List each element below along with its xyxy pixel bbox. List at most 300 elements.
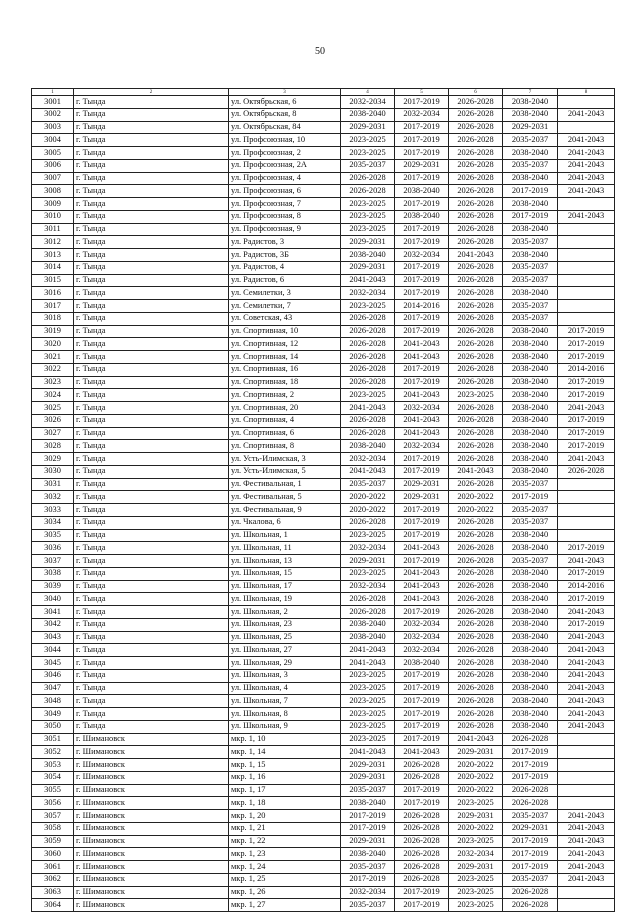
table-row bbox=[32, 848, 615, 861]
period-cell bbox=[558, 491, 615, 504]
period-cell: 2026-2028 bbox=[449, 606, 503, 619]
period-cell: 2026-2028 bbox=[449, 185, 503, 198]
period-cell: 2032-2034 bbox=[341, 886, 395, 899]
period-cell: 2038-2040 bbox=[503, 172, 558, 185]
address-cell: мкр. 1, 23 bbox=[229, 848, 341, 861]
town-cell: г. Тында bbox=[74, 465, 229, 478]
period-cell: 2017-2019 bbox=[395, 236, 449, 249]
period-cell: 2026-2028 bbox=[449, 440, 503, 453]
period-cell bbox=[558, 478, 615, 491]
period-cell: 2041-2043 bbox=[558, 644, 615, 657]
town-cell: г. Шимановск bbox=[74, 797, 229, 810]
period-cell: 2026-2028 bbox=[449, 363, 503, 376]
table-row bbox=[32, 121, 615, 134]
table-row bbox=[32, 414, 615, 427]
period-cell: 2017-2019 bbox=[395, 695, 449, 708]
period-cell: 2035-2037 bbox=[503, 300, 558, 313]
period-cell: 2041-2043 bbox=[558, 708, 615, 721]
table-row bbox=[32, 261, 615, 274]
row-number: 3004 bbox=[32, 134, 74, 147]
row-number: 3038 bbox=[32, 567, 74, 580]
row-number: 3042 bbox=[32, 618, 74, 631]
address-cell: ул. Школьная, 27 bbox=[229, 644, 341, 657]
column-header: 8 bbox=[558, 89, 615, 96]
period-cell: 2026-2028 bbox=[449, 414, 503, 427]
period-cell: 2038-2040 bbox=[503, 593, 558, 606]
address-cell: ул. Спортивная, 10 bbox=[229, 325, 341, 338]
address-cell: ул. Школьная, 19 bbox=[229, 593, 341, 606]
address-cell: ул. Школьная, 4 bbox=[229, 682, 341, 695]
period-cell: 2029-2031 bbox=[503, 822, 558, 835]
period-cell: 2023-2025 bbox=[341, 695, 395, 708]
period-cell: 2038-2040 bbox=[503, 465, 558, 478]
address-cell: ул. Школьная, 13 bbox=[229, 555, 341, 568]
period-cell: 2035-2037 bbox=[341, 784, 395, 797]
table-row bbox=[32, 682, 615, 695]
period-cell: 2026-2028 bbox=[449, 593, 503, 606]
town-cell: г. Тында bbox=[74, 159, 229, 172]
period-cell: 2026-2028 bbox=[341, 363, 395, 376]
period-cell: 2026-2028 bbox=[341, 427, 395, 440]
period-cell: 2017-2019 bbox=[395, 134, 449, 147]
period-cell bbox=[558, 771, 615, 784]
period-cell: 2029-2031 bbox=[449, 810, 503, 823]
period-cell: 2029-2031 bbox=[341, 555, 395, 568]
period-cell: 2017-2019 bbox=[395, 261, 449, 274]
period-cell: 2026-2028 bbox=[341, 516, 395, 529]
period-cell: 2014-2016 bbox=[558, 580, 615, 593]
period-cell: 2038-2040 bbox=[503, 657, 558, 670]
period-cell: 2041-2043 bbox=[449, 733, 503, 746]
row-number: 3040 bbox=[32, 593, 74, 606]
period-cell: 2035-2037 bbox=[341, 861, 395, 874]
table-row bbox=[32, 861, 615, 874]
row-number: 3024 bbox=[32, 389, 74, 402]
period-cell: 2026-2028 bbox=[449, 682, 503, 695]
period-cell: 2017-2019 bbox=[395, 784, 449, 797]
period-cell bbox=[558, 236, 615, 249]
address-cell: ул. Профсоюзная, 2А bbox=[229, 159, 341, 172]
address-cell: ул. Спортивная, 8 bbox=[229, 440, 341, 453]
period-cell: 2038-2040 bbox=[503, 198, 558, 211]
town-cell: г. Тында bbox=[74, 669, 229, 682]
period-cell: 2026-2028 bbox=[341, 338, 395, 351]
row-number: 3006 bbox=[32, 159, 74, 172]
town-cell: г. Тында bbox=[74, 121, 229, 134]
period-cell: 2017-2019 bbox=[558, 325, 615, 338]
period-cell: 2014-2016 bbox=[395, 300, 449, 313]
town-cell: г. Шимановск bbox=[74, 861, 229, 874]
period-cell: 2041-2043 bbox=[558, 669, 615, 682]
town-cell: г. Тында bbox=[74, 708, 229, 721]
table-row bbox=[32, 797, 615, 810]
period-cell: 2020-2022 bbox=[341, 491, 395, 504]
period-cell: 2032-2034 bbox=[395, 618, 449, 631]
town-cell: г. Шимановск bbox=[74, 886, 229, 899]
address-cell: ул. Спортивная, 12 bbox=[229, 338, 341, 351]
period-cell: 2017-2019 bbox=[558, 376, 615, 389]
address-cell: ул. Профсоюзная, 8 bbox=[229, 210, 341, 223]
period-cell: 2026-2028 bbox=[449, 580, 503, 593]
address-cell: ул. Октябрьская, 6 bbox=[229, 96, 341, 109]
period-cell: 2026-2028 bbox=[341, 351, 395, 364]
column-header: 1 bbox=[32, 89, 74, 96]
period-cell: 2026-2028 bbox=[449, 325, 503, 338]
period-cell: 2038-2040 bbox=[503, 529, 558, 542]
period-cell bbox=[558, 516, 615, 529]
period-cell: 2041-2043 bbox=[558, 720, 615, 733]
period-cell bbox=[558, 121, 615, 134]
period-cell: 2041-2043 bbox=[558, 402, 615, 415]
period-cell: 2023-2025 bbox=[341, 198, 395, 211]
town-cell: г. Тында bbox=[74, 325, 229, 338]
town-cell: г. Тында bbox=[74, 287, 229, 300]
period-cell: 2041-2043 bbox=[558, 873, 615, 886]
table-row bbox=[32, 453, 615, 466]
row-number: 3017 bbox=[32, 300, 74, 313]
town-cell: г. Шимановск bbox=[74, 899, 229, 912]
address-cell: ул. Фестивальная, 5 bbox=[229, 491, 341, 504]
period-cell: 2017-2019 bbox=[395, 669, 449, 682]
address-cell: мкр. 1, 25 bbox=[229, 873, 341, 886]
town-cell: г. Тында bbox=[74, 695, 229, 708]
period-cell: 2017-2019 bbox=[558, 414, 615, 427]
row-number: 3057 bbox=[32, 810, 74, 823]
period-cell: 2038-2040 bbox=[503, 108, 558, 121]
period-cell: 2029-2031 bbox=[449, 861, 503, 874]
period-cell: 2026-2028 bbox=[449, 669, 503, 682]
period-cell: 2041-2043 bbox=[558, 453, 615, 466]
column-number-row bbox=[32, 89, 615, 96]
period-cell: 2029-2031 bbox=[395, 491, 449, 504]
column-header: 2 bbox=[74, 89, 229, 96]
table-row bbox=[32, 325, 615, 338]
table-row bbox=[32, 708, 615, 721]
row-number: 3025 bbox=[32, 402, 74, 415]
table-row bbox=[32, 644, 615, 657]
row-number: 3063 bbox=[32, 886, 74, 899]
period-cell: 2038-2040 bbox=[503, 453, 558, 466]
town-cell: г. Тында bbox=[74, 720, 229, 733]
period-cell: 2038-2040 bbox=[395, 210, 449, 223]
town-cell: г. Тында bbox=[74, 542, 229, 555]
period-cell: 2035-2037 bbox=[503, 810, 558, 823]
period-cell: 2026-2028 bbox=[449, 159, 503, 172]
period-cell: 2035-2037 bbox=[503, 236, 558, 249]
address-cell: ул. Школьная, 15 bbox=[229, 567, 341, 580]
row-number: 3030 bbox=[32, 465, 74, 478]
town-cell: г. Тында bbox=[74, 338, 229, 351]
period-cell: 2017-2019 bbox=[395, 606, 449, 619]
period-cell: 2038-2040 bbox=[503, 427, 558, 440]
address-cell: ул. Школьная, 2 bbox=[229, 606, 341, 619]
period-cell: 2038-2040 bbox=[503, 440, 558, 453]
period-cell: 2038-2040 bbox=[503, 249, 558, 262]
period-cell: 2032-2034 bbox=[341, 542, 395, 555]
table-row bbox=[32, 287, 615, 300]
period-cell: 2041-2043 bbox=[395, 580, 449, 593]
period-cell: 2017-2019 bbox=[395, 555, 449, 568]
town-cell: г. Тында bbox=[74, 210, 229, 223]
period-cell: 2023-2025 bbox=[341, 134, 395, 147]
period-cell bbox=[558, 249, 615, 262]
address-cell: мкр. 1, 10 bbox=[229, 733, 341, 746]
period-cell: 2029-2031 bbox=[503, 121, 558, 134]
row-number: 3023 bbox=[32, 376, 74, 389]
period-cell: 2035-2037 bbox=[503, 504, 558, 517]
town-cell: г. Шимановск bbox=[74, 784, 229, 797]
table-row bbox=[32, 567, 615, 580]
period-cell: 2035-2037 bbox=[341, 478, 395, 491]
town-cell: г. Тында bbox=[74, 172, 229, 185]
period-cell: 2035-2037 bbox=[503, 516, 558, 529]
period-cell: 2026-2028 bbox=[341, 185, 395, 198]
table-row bbox=[32, 351, 615, 364]
period-cell: 2017-2019 bbox=[395, 121, 449, 134]
period-cell: 2017-2019 bbox=[395, 274, 449, 287]
town-cell: г. Тында bbox=[74, 249, 229, 262]
table-row bbox=[32, 147, 615, 160]
town-cell: г. Тында bbox=[74, 236, 229, 249]
period-cell: 2038-2040 bbox=[503, 376, 558, 389]
table-row bbox=[32, 427, 615, 440]
period-cell: 2026-2028 bbox=[341, 312, 395, 325]
period-cell: 2032-2034 bbox=[395, 249, 449, 262]
period-cell: 2041-2043 bbox=[558, 695, 615, 708]
period-cell: 2032-2034 bbox=[341, 287, 395, 300]
address-cell: ул. Школьная, 1 bbox=[229, 529, 341, 542]
town-cell: г. Тында bbox=[74, 261, 229, 274]
address-cell: ул. Школьная, 23 bbox=[229, 618, 341, 631]
period-cell: 2020-2022 bbox=[449, 491, 503, 504]
table-row bbox=[32, 657, 615, 670]
address-cell: мкр. 1, 22 bbox=[229, 835, 341, 848]
period-cell: 2038-2040 bbox=[503, 96, 558, 109]
period-cell: 2026-2028 bbox=[449, 223, 503, 236]
column-header: 7 bbox=[503, 89, 558, 96]
period-cell: 2038-2040 bbox=[395, 185, 449, 198]
address-cell: ул. Школьная, 8 bbox=[229, 708, 341, 721]
row-number: 3026 bbox=[32, 414, 74, 427]
period-cell: 2017-2019 bbox=[395, 312, 449, 325]
period-cell: 2026-2028 bbox=[395, 759, 449, 772]
row-number: 3045 bbox=[32, 657, 74, 670]
table-row bbox=[32, 491, 615, 504]
period-cell bbox=[558, 784, 615, 797]
address-cell: ул. Школьная, 11 bbox=[229, 542, 341, 555]
period-cell: 2038-2040 bbox=[503, 363, 558, 376]
table-row bbox=[32, 631, 615, 644]
table-row bbox=[32, 389, 615, 402]
row-number: 3005 bbox=[32, 147, 74, 160]
table-row bbox=[32, 249, 615, 262]
period-cell: 2017-2019 bbox=[395, 325, 449, 338]
period-cell: 2017-2019 bbox=[503, 848, 558, 861]
period-cell: 2017-2019 bbox=[558, 351, 615, 364]
table-row bbox=[32, 759, 615, 772]
row-number: 3010 bbox=[32, 210, 74, 223]
period-cell: 2038-2040 bbox=[503, 631, 558, 644]
address-cell: мкр. 1, 27 bbox=[229, 899, 341, 912]
period-cell: 2026-2028 bbox=[449, 147, 503, 160]
period-cell: 2035-2037 bbox=[503, 134, 558, 147]
period-cell bbox=[558, 300, 615, 313]
address-cell: ул. Октябрьская, 84 bbox=[229, 121, 341, 134]
period-cell: 2041-2043 bbox=[558, 835, 615, 848]
period-cell: 2026-2028 bbox=[449, 644, 503, 657]
period-cell: 2026-2028 bbox=[395, 771, 449, 784]
town-cell: г. Тында bbox=[74, 529, 229, 542]
period-cell: 2023-2025 bbox=[449, 873, 503, 886]
period-cell: 2017-2019 bbox=[503, 185, 558, 198]
period-cell bbox=[558, 504, 615, 517]
address-cell: ул. Фестивальная, 1 bbox=[229, 478, 341, 491]
table-row bbox=[32, 669, 615, 682]
period-cell: 2038-2040 bbox=[503, 682, 558, 695]
period-cell: 2041-2043 bbox=[558, 555, 615, 568]
row-number: 3028 bbox=[32, 440, 74, 453]
period-cell: 2017-2019 bbox=[395, 516, 449, 529]
table-row bbox=[32, 274, 615, 287]
address-cell: мкр. 1, 18 bbox=[229, 797, 341, 810]
row-number: 3041 bbox=[32, 606, 74, 619]
period-cell: 2038-2040 bbox=[341, 440, 395, 453]
period-cell: 2035-2037 bbox=[503, 478, 558, 491]
town-cell: г. Тында bbox=[74, 363, 229, 376]
period-cell: 2023-2025 bbox=[341, 389, 395, 402]
address-cell: ул. Радистов, 3 bbox=[229, 236, 341, 249]
period-cell: 2038-2040 bbox=[503, 414, 558, 427]
period-cell: 2026-2028 bbox=[449, 555, 503, 568]
town-cell: г. Тында bbox=[74, 414, 229, 427]
period-cell: 2020-2022 bbox=[449, 822, 503, 835]
address-cell: ул. Радистов, 4 bbox=[229, 261, 341, 274]
address-cell: ул. Профсоюзная, 4 bbox=[229, 172, 341, 185]
period-cell: 2023-2025 bbox=[341, 669, 395, 682]
row-number: 3029 bbox=[32, 453, 74, 466]
address-cell: мкр. 1, 21 bbox=[229, 822, 341, 835]
period-cell: 2026-2028 bbox=[449, 529, 503, 542]
period-cell: 2026-2028 bbox=[449, 312, 503, 325]
table-row bbox=[32, 478, 615, 491]
period-cell: 2017-2019 bbox=[395, 899, 449, 912]
period-cell: 2017-2019 bbox=[395, 797, 449, 810]
period-cell: 2017-2019 bbox=[503, 861, 558, 874]
town-cell: г. Тында bbox=[74, 631, 229, 644]
period-cell: 2026-2028 bbox=[449, 96, 503, 109]
town-cell: г. Тында bbox=[74, 504, 229, 517]
row-number: 3008 bbox=[32, 185, 74, 198]
period-cell: 2035-2037 bbox=[503, 159, 558, 172]
period-cell: 2020-2022 bbox=[449, 784, 503, 797]
table-row bbox=[32, 198, 615, 211]
period-cell: 2026-2028 bbox=[449, 618, 503, 631]
period-cell bbox=[558, 223, 615, 236]
period-cell: 2041-2043 bbox=[341, 274, 395, 287]
period-cell: 2041-2043 bbox=[558, 822, 615, 835]
row-number: 3036 bbox=[32, 542, 74, 555]
table-row bbox=[32, 312, 615, 325]
row-number: 3064 bbox=[32, 899, 74, 912]
row-number: 3002 bbox=[32, 108, 74, 121]
town-cell: г. Тында bbox=[74, 491, 229, 504]
table-row bbox=[32, 720, 615, 733]
town-cell: г. Тында bbox=[74, 134, 229, 147]
row-number: 3032 bbox=[32, 491, 74, 504]
row-number: 3060 bbox=[32, 848, 74, 861]
row-number: 3033 bbox=[32, 504, 74, 517]
row-number: 3015 bbox=[32, 274, 74, 287]
table-row bbox=[32, 96, 615, 109]
period-cell: 2041-2043 bbox=[341, 465, 395, 478]
address-cell: мкр. 1, 20 bbox=[229, 810, 341, 823]
table-row bbox=[32, 376, 615, 389]
period-cell: 2041-2043 bbox=[558, 848, 615, 861]
period-cell bbox=[558, 899, 615, 912]
row-number: 3056 bbox=[32, 797, 74, 810]
period-cell: 2038-2040 bbox=[503, 669, 558, 682]
period-cell: 2041-2043 bbox=[449, 465, 503, 478]
period-cell: 2017-2019 bbox=[503, 759, 558, 772]
address-cell: ул. Спортивная, 16 bbox=[229, 363, 341, 376]
period-cell: 2041-2043 bbox=[395, 542, 449, 555]
period-cell: 2026-2028 bbox=[395, 848, 449, 861]
town-cell: г. Тында bbox=[74, 567, 229, 580]
row-number: 3016 bbox=[32, 287, 74, 300]
table-row bbox=[32, 402, 615, 415]
period-cell: 2029-2031 bbox=[341, 759, 395, 772]
period-cell: 2017-2019 bbox=[341, 873, 395, 886]
table-row bbox=[32, 134, 615, 147]
row-number: 3053 bbox=[32, 759, 74, 772]
period-cell: 2017-2019 bbox=[558, 542, 615, 555]
row-number: 3018 bbox=[32, 312, 74, 325]
address-cell: ул. Усть-Илимская, 3 bbox=[229, 453, 341, 466]
row-number: 3061 bbox=[32, 861, 74, 874]
period-cell: 2038-2040 bbox=[503, 695, 558, 708]
period-cell: 2017-2019 bbox=[395, 529, 449, 542]
town-cell: г. Шимановск bbox=[74, 822, 229, 835]
row-number: 3052 bbox=[32, 746, 74, 759]
row-number: 3034 bbox=[32, 516, 74, 529]
address-cell: ул. Октябрьская, 8 bbox=[229, 108, 341, 121]
town-cell: г. Тында bbox=[74, 453, 229, 466]
row-number: 3037 bbox=[32, 555, 74, 568]
period-cell: 2023-2025 bbox=[449, 835, 503, 848]
period-cell: 2029-2031 bbox=[341, 121, 395, 134]
town-cell: г. Тында bbox=[74, 606, 229, 619]
period-cell: 2041-2043 bbox=[395, 746, 449, 759]
address-cell: ул. Советская, 43 bbox=[229, 312, 341, 325]
town-cell: г. Тында bbox=[74, 389, 229, 402]
period-cell: 2041-2043 bbox=[395, 351, 449, 364]
period-cell: 2041-2043 bbox=[558, 172, 615, 185]
row-number: 3058 bbox=[32, 822, 74, 835]
period-cell bbox=[558, 733, 615, 746]
period-cell bbox=[558, 759, 615, 772]
period-cell: 2041-2043 bbox=[558, 134, 615, 147]
table-row bbox=[32, 580, 615, 593]
period-cell: 2023-2025 bbox=[341, 720, 395, 733]
period-cell: 2026-2028 bbox=[449, 261, 503, 274]
address-cell: ул. Чкалова, 6 bbox=[229, 516, 341, 529]
period-cell: 2026-2028 bbox=[449, 300, 503, 313]
period-cell: 2026-2028 bbox=[395, 822, 449, 835]
period-cell: 2035-2037 bbox=[341, 159, 395, 172]
town-cell: г. Тында bbox=[74, 223, 229, 236]
period-cell: 2026-2028 bbox=[395, 835, 449, 848]
table-row bbox=[32, 593, 615, 606]
